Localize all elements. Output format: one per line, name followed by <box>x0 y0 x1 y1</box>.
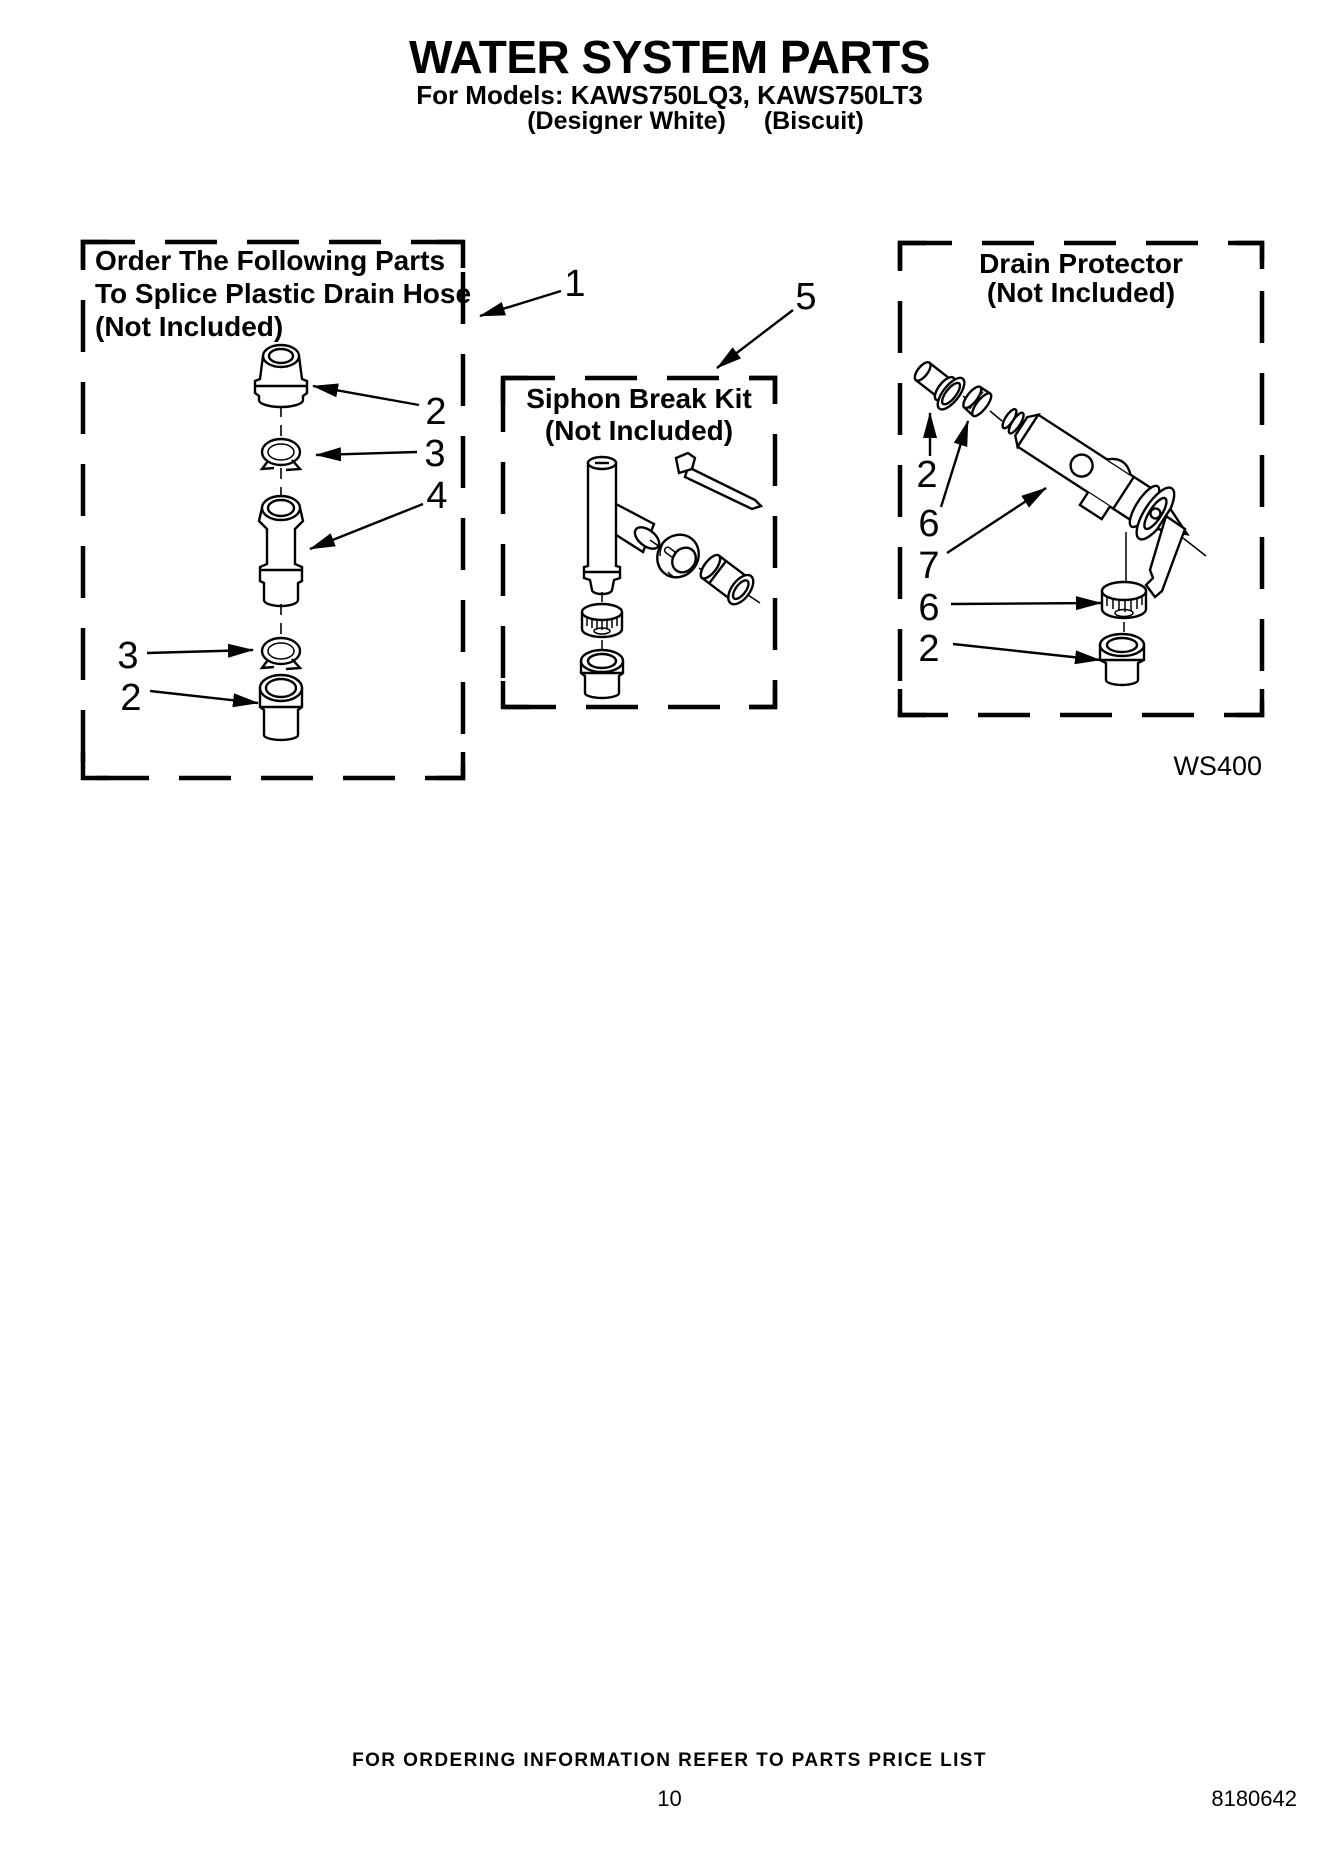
arrow-drain-6-top <box>941 421 968 507</box>
siphon-ring-nut-part <box>649 526 707 585</box>
siphon-clamp-ring-part <box>582 604 622 637</box>
callout-drain-2-bottom: 2 <box>918 628 940 670</box>
arrow-1 <box>480 291 561 316</box>
splice-coupling-top-part <box>255 345 307 407</box>
page-number: 10 <box>657 1786 682 1811</box>
hose-clamp-top-part <box>262 439 300 470</box>
siphon-tube-part <box>584 457 663 594</box>
arrow-5 <box>717 310 793 368</box>
arrow-drain-2-bottom <box>953 644 1100 660</box>
callout-1: 1 <box>564 263 586 305</box>
siphon-coupling-part <box>581 650 623 698</box>
siphon-box-title-line1: Siphon Break Kit <box>526 383 752 414</box>
drain-coupling-bottom-part <box>1100 634 1144 685</box>
drain-clamp-ring-part <box>1102 582 1146 618</box>
drain-box-title-line1: Drain Protector <box>979 248 1183 279</box>
splice-box-title-line3: (Not Included) <box>95 311 284 342</box>
arrow-splice-4 <box>310 504 423 549</box>
arrow-splice-2-bottom <box>150 691 258 703</box>
document-number: 8180642 <box>1211 1786 1297 1811</box>
models-line: For Models: KAWS750LQ3, KAWS750LT3 <box>416 80 923 110</box>
callout-drain-2-top: 2 <box>916 454 938 496</box>
arrow-splice-2-top <box>313 386 419 405</box>
callout-drain-7: 7 <box>918 545 940 587</box>
callout-splice-3-top: 3 <box>424 433 446 475</box>
callout-5: 5 <box>795 276 817 318</box>
callout-splice-2-top: 2 <box>425 391 447 433</box>
callout-drain-6-top: 6 <box>918 503 940 545</box>
siphon-hose-adapter-part <box>695 550 758 609</box>
finish-right: (Biscuit) <box>763 107 864 135</box>
callout-splice-3-bottom: 3 <box>117 635 139 677</box>
drain-ring-nut-part <box>960 383 995 419</box>
ordering-note: FOR ORDERING INFORMATION REFER TO PARTS PRICE LIST <box>352 1750 987 1771</box>
arrow-drain-7 <box>947 488 1046 553</box>
diagram-code: WS400 <box>1173 751 1262 781</box>
parts-diagram <box>0 0 1339 840</box>
callout-drain-6-bottom: 6 <box>918 587 940 629</box>
drain-coupling-top-part <box>907 353 969 413</box>
page-title: WATER SYSTEM PARTS <box>409 31 930 83</box>
finish-left: (Designer White) <box>527 107 726 135</box>
arrow-drain-6-bottom <box>951 603 1101 604</box>
splice-coupling-bottom-part <box>260 675 302 740</box>
drain-box-title-line2: (Not Included) <box>986 277 1176 308</box>
siphon-box-title-line2: (Not Included) <box>544 415 734 446</box>
splice-tube-part <box>259 496 303 606</box>
cable-tie-part <box>676 453 761 509</box>
splice-box-title-line2: To Splice Plastic Drain Hose <box>95 278 472 309</box>
arrow-splice-3-bottom <box>147 650 253 653</box>
splice-box-title-line1: Order The Following Parts <box>95 245 446 276</box>
hose-clamp-bottom-part <box>262 638 300 669</box>
callout-splice-4: 4 <box>426 475 448 517</box>
callout-splice-2-bottom: 2 <box>120 677 142 719</box>
arrow-splice-3-top <box>316 452 417 455</box>
